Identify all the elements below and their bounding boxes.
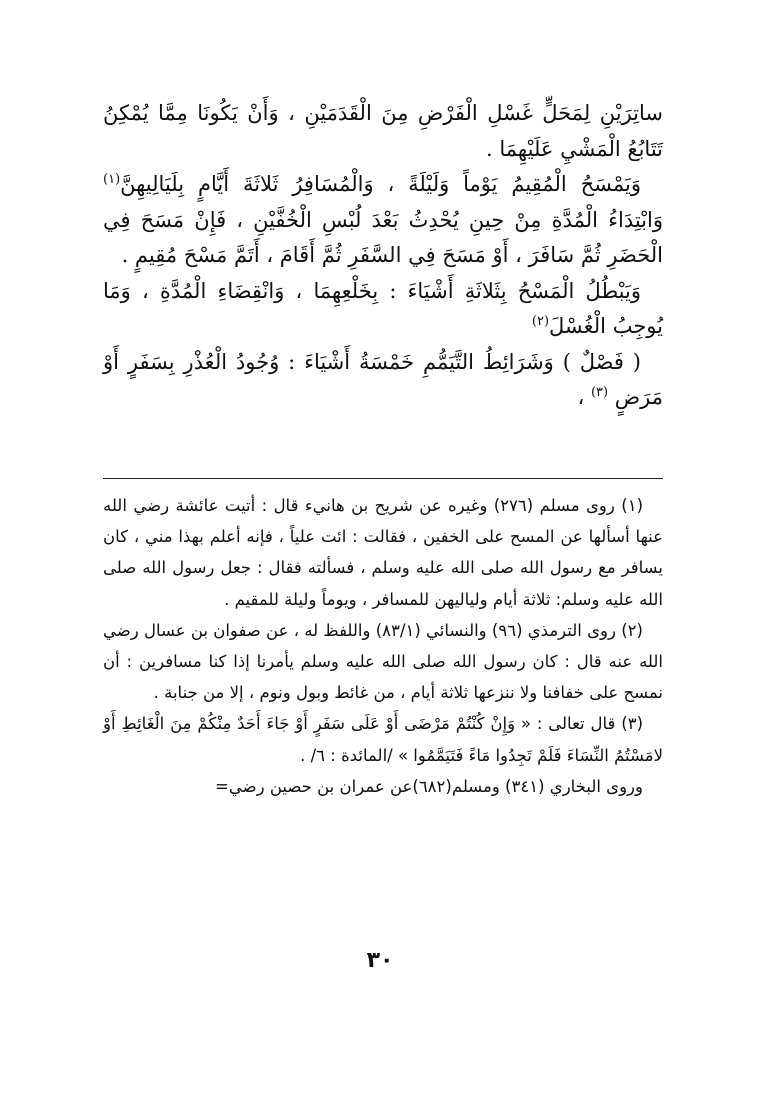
- main-paragraph-3: [103, 274, 663, 345]
- main-paragraph-2: [103, 167, 663, 274]
- main-paragraph-1-text: ساتِرَيْنِ لِمَحَلٍّ غَسْلِ الْفَرْضِ مِنَ الْقَدَمَيْنِ ، وَأَنْ يَكُونَا مِمَّا يُمْكِنُ تَتَابُعُ الْمَشْيِ عَلَيْهِمَا .: [103, 101, 663, 161]
- main-paragraph-4-text: ( فَصْلٌ ) وَشَرَائِطُ التَّيَمُّمِ خَمْسَةُ أَشْيَاءَ : وُجُودُ الْعُذْرِ بِسَفَرٍ أَوْ مَرَضٍ: [103, 349, 663, 409]
- footnote-2: (٢) روى الترمذي (٩٦) والنسائي (٨٣/١) واللفظ له ، عن صفوان بن عسال رضي الله عنه قال : كان رسول الله صلى الله عليه وسلم يأمرنا إذا كنا مسافرين : أن نمسح على خفافنا ولا ننزعها ثلاثة أيام ، من غائط وبول ونوم ، إلا من جنابة .: [103, 620, 663, 703]
- footnote-1: (١) روى مسلم (٢٧٦) وغيره عن شريح بن هانيء قال : أتيت عائشة رضي الله عنها أسألها عن المسح على الخفين ، فقالت : ائت علياً ، فإنه أعلم بهذا مني ، كان يسافر مع رسول الله صلى الله عليه وسلم ، فسألته فقال : جعل رسول الله صلى الله عليه وسلم: ثلاثة أيام ولياليهن للمسافر ، ويوماً وليلة للمقيم .: [103, 496, 663, 609]
- main-paragraph-2-continuation: وَابْتِدَاءُ الْمُدَّةِ مِنْ حِينِ يُحْدِثُ بَعْدَ لُبْسِ الْخُفَّيْنِ ، فَإِنْ مَسَحَ فِي الْحَضَرِ ثُمَّ سَافَرَ ، أَوْ مَسَحَ فِي السَّفَرِ ثُمَّ أَقَامَ ، أَتَمَّ مَسْحَ مُقِيمٍ .: [103, 207, 663, 267]
- footnote-3: (٣) قال تعالى : « وَإِنْ كُنْتُمْ مَرْضَى أَوْ عَلَى سَفَرٍ أَوْ جَاءَ أَحَدٌ مِنْكُمْ مِنَ الْغَائِطِ أَوْ لامَسْتُمُ النِّسَاءَ فَلَمْ تَجِدُوا مَاءً فَتَيَمَّمُوا » /المائدة : ٦/ .: [103, 714, 663, 765]
- main-paragraph-1: [103, 96, 663, 167]
- main-paragraph-4-end: ،: [577, 385, 585, 409]
- main-text-block: [103, 96, 663, 416]
- footnotes-block: [103, 490, 663, 802]
- main-paragraph-4: [103, 345, 663, 416]
- page-number: ٣٠: [366, 948, 394, 973]
- main-paragraph-3-text: وَيَبْطُلُ الْمَسْحُ بِثَلاثَةِ أَشْيَاءَ : بِخَلْعِهِمَا ، وَانْقِضَاءِ الْمُدَّةِ ، وَمَا يُوجِبُ الْغُسْلَ: [103, 278, 663, 338]
- main-paragraph-2-text: وَيَمْسَحُ الْمُقِيمُ يَوْماً وَلَيْلَةً ، وَالْمُسَافِرُ ثَلاثَةَ أَيَّامٍ بِلَيَالِيهِنَّ: [120, 172, 641, 196]
- footnote-4: وروى البخاري (٣٤١) ومسلم(٦٨٢)عن عمران بن حصين رضي=: [215, 776, 643, 796]
- footnote-divider: [103, 478, 663, 479]
- footnote-ref-3[interactable]: (٣): [590, 385, 609, 400]
- footnote-ref-1[interactable]: (١): [103, 172, 121, 187]
- footnote-ref-2[interactable]: (٢): [531, 314, 550, 329]
